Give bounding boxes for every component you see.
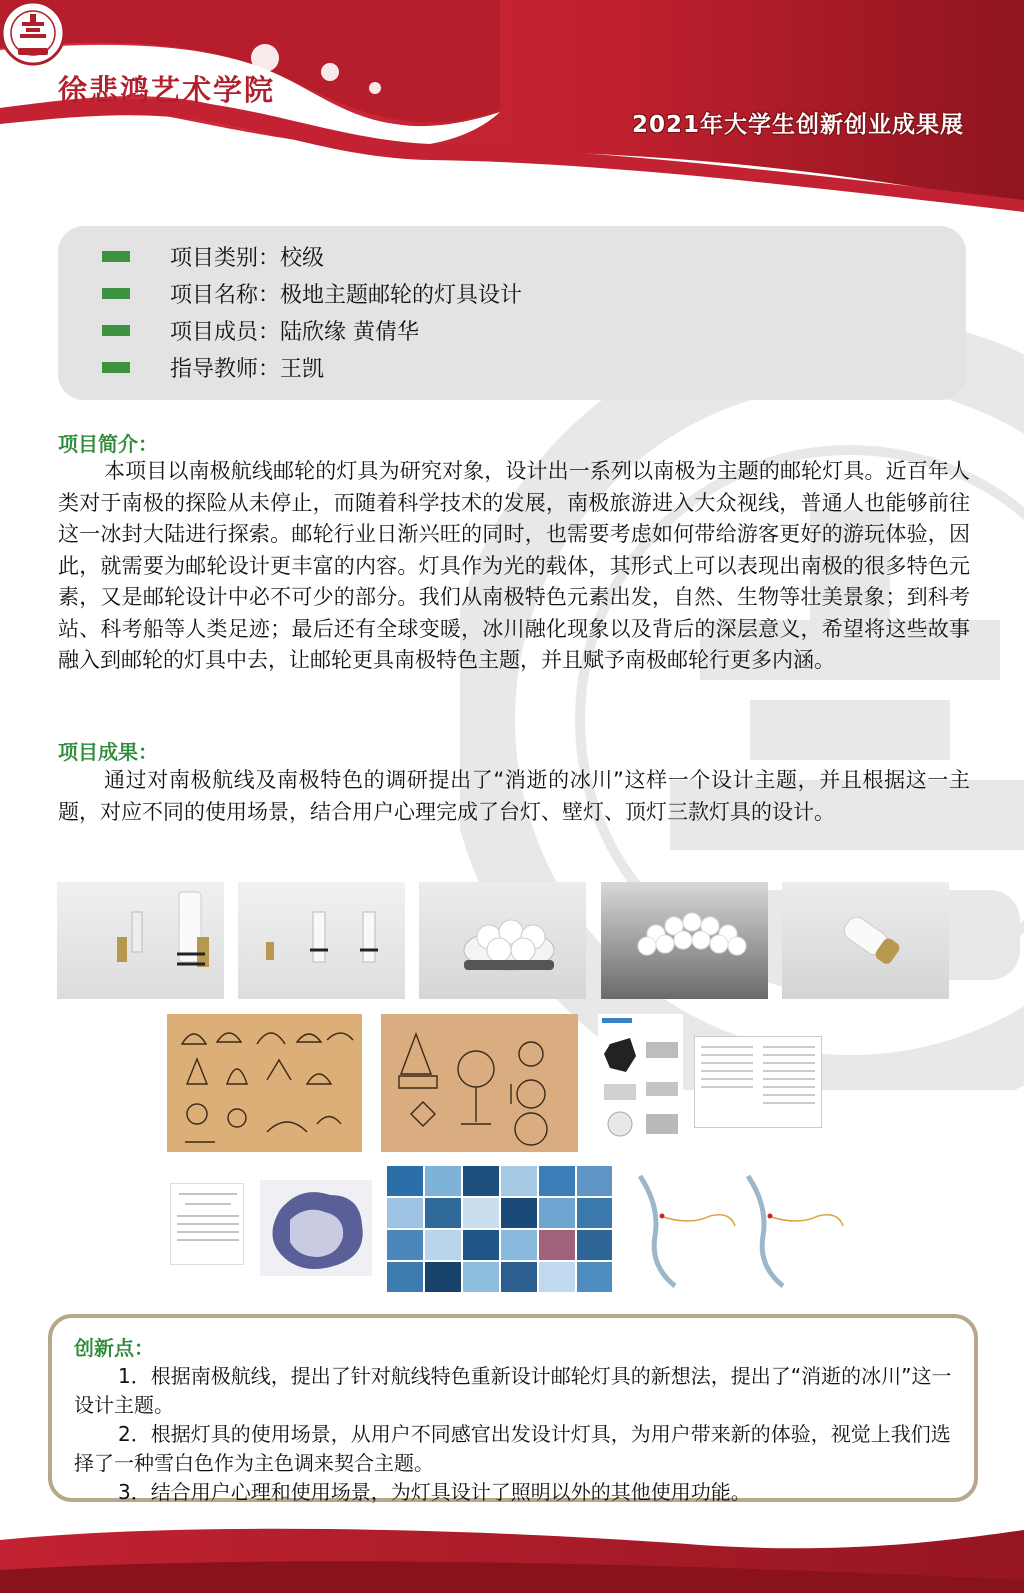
render-ceiling-lamp-lit-image bbox=[601, 882, 768, 999]
table-lamp-graphic bbox=[782, 882, 949, 999]
antarctic-photo-moodboard-image bbox=[387, 1166, 612, 1292]
innovation-point-2: 2．根据灯具的使用场景，从用户不同感官出发设计灯具，为用户带来新的体验，视觉上我们选择了一种雪白色作为主色调来契合主题。 bbox=[74, 1422, 951, 1475]
info-row-members bbox=[58, 312, 966, 349]
university-seal-logo bbox=[0, 0, 66, 66]
info-project-name: 项目名称：极地主题邮轮的灯具设计 bbox=[170, 283, 523, 308]
route-maps-graphic bbox=[630, 1166, 848, 1292]
project-info-panel bbox=[58, 226, 966, 400]
info-advisor: 指导教师：王凯 bbox=[170, 357, 325, 382]
info-bullet-icon bbox=[102, 362, 130, 373]
concept-sketch-graphic bbox=[381, 1014, 578, 1152]
info-category: 项目类别：校级 bbox=[170, 246, 325, 271]
antarctic-route-maps-image bbox=[630, 1166, 848, 1292]
innovation-point-1: 1．根据南极航线，提出了针对航线特色重新设计邮轮灯具的新想法，提出了“消逝的冰川”这一设计主题。 bbox=[74, 1364, 952, 1417]
info-members: 项目成员：陆欣缘 黄倩华 bbox=[170, 320, 419, 345]
intro-body: 本项目以南极航线邮轮的灯具为研究对象，设计出一系列以南极为主题的邮轮灯具。近百年人类对于南极的探险从未停止，而随着科学技术的发展，南极旅游进入大众视线，普通人也能够前往这一冰封大陆进行探索。邮轮行业日渐兴旺的同时，也需要考虑如何带给游客更好的游玩体验，因此，就需要为邮轮设计更丰富的内容。灯具作为光的载体，其形式上可以表现出南极的很多特色元素，又是邮轮设计中必不可少的部分。我们从南极特色元素出发，自然、生物等壮美景象；到科考站、科考船等人类足迹；最后还有全球变暖，冰川融化现象以及背后的深层意义，希望将这些故事融入到邮轮的灯具中去，让邮轮更具南极特色主题，并且赋予南极邮轮行更多内涵。 bbox=[58, 459, 970, 672]
intro-title: 项目简介： bbox=[58, 432, 158, 456]
wall-lamp-front-graphic bbox=[238, 882, 405, 999]
render-wall-lamps-image bbox=[57, 882, 224, 999]
school-name: 徐悲鸿艺术学院 bbox=[58, 73, 276, 107]
text-card-graphic bbox=[171, 1184, 244, 1265]
sketch-drawing-graphic bbox=[167, 1014, 362, 1152]
document-lines-graphic bbox=[695, 1037, 822, 1128]
research-document-image bbox=[694, 1036, 822, 1128]
innovation-panel bbox=[48, 1314, 978, 1502]
moodboard-grid-graphic bbox=[387, 1166, 612, 1292]
antarctica-shape-graphic bbox=[260, 1180, 372, 1276]
lamp-concept-sketches-image bbox=[381, 1014, 578, 1152]
render-table-lamp-image bbox=[782, 882, 949, 999]
info-row-category bbox=[58, 238, 966, 275]
innovation-point-3: 3．结合用户心理和使用场景，为灯具设计了照明以外的其他使用功能。 bbox=[118, 1480, 751, 1504]
innovation-title: 创新点： bbox=[74, 1336, 154, 1360]
header-banner bbox=[0, 0, 1024, 220]
info-row-name bbox=[58, 275, 966, 312]
results-body: 通过对南极航线及南极特色的调研提出了“消逝的冰川”这样一个设计主题，并且根据这一主题，对应不同的使用场景，结合用户心理完成了台灯、壁灯、顶灯三款灯具的设计。 bbox=[58, 768, 970, 824]
render-ceiling-lamp-image bbox=[419, 882, 586, 999]
wall-lamp-render-graphic bbox=[57, 882, 224, 999]
research-text-card-image bbox=[170, 1183, 244, 1265]
info-bullet-icon bbox=[102, 251, 130, 262]
ceiling-lamp-lit-graphic bbox=[601, 882, 768, 999]
ceiling-lamp-graphic bbox=[419, 882, 586, 999]
lamp-sketches-image bbox=[167, 1014, 362, 1152]
expo-title: 2021年大学生创新创业成果展 bbox=[631, 112, 964, 138]
info-bullet-icon bbox=[102, 325, 130, 336]
antarctica-map-image bbox=[260, 1180, 372, 1276]
ice-icon-study-graphic bbox=[598, 1014, 683, 1152]
ice-icon-study-image bbox=[598, 1014, 683, 1152]
innovation-points bbox=[74, 1362, 960, 1507]
results-title: 项目成果： bbox=[58, 740, 158, 764]
info-bullet-icon bbox=[102, 288, 130, 299]
footer-wave-graphic bbox=[0, 1500, 1024, 1593]
render-wall-lamps-front-image bbox=[238, 882, 405, 999]
info-row-advisor bbox=[58, 349, 966, 386]
